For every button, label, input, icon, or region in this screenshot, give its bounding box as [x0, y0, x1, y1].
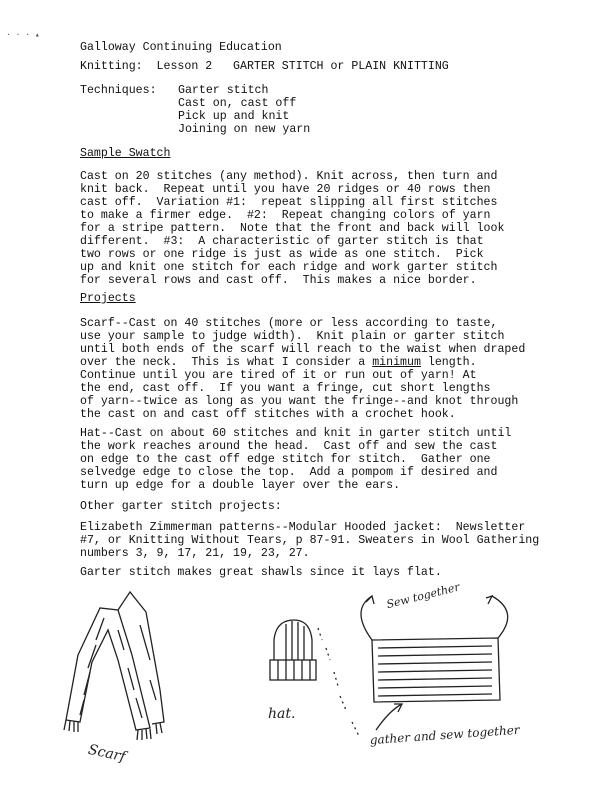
swatch-line: different. #3: A characteristic of garter stitch is that: [80, 235, 484, 248]
technique-item: Pick up and knit: [178, 110, 290, 123]
swatch-line: to make a firmer edge. #2: Repeat changing colors of yarn: [80, 209, 491, 222]
scarf-sketch: [64, 592, 164, 740]
sample-swatch-heading: Sample Swatch: [80, 147, 171, 160]
technique-item: Cast on, cast off: [178, 97, 297, 110]
sew-label: Sew together: [385, 580, 461, 612]
hat-line: Hat--Cast on about 60 stitches and knit in garter stitch until: [80, 427, 512, 440]
scarf-line: of yarn--twice as long as you want the fringe--and knot through: [80, 395, 519, 408]
swatch-line: cast off. Variation #1: repeat slipping all first stitches: [80, 196, 498, 209]
scarf-line-text: over the neck. This is what I consider a: [80, 356, 373, 369]
swatch-line: for several rows and cast off. This makes a nice border.: [80, 274, 477, 287]
other-heading: Other garter stitch projects:: [80, 500, 282, 513]
swatch-line: two rows or one ridge is just as wide as one stitch. Pick: [80, 248, 484, 261]
techniques-label: Techniques:: [80, 84, 157, 97]
projects-heading: Projects: [80, 292, 136, 305]
minimum-emphasis: minimum: [372, 356, 421, 369]
lesson-title: Knitting: Lesson 2 GARTER STITCH or PLAIN KNITTING: [80, 60, 449, 73]
org-title: Galloway Continuing Education: [80, 41, 282, 54]
hat-label: hat.: [268, 706, 296, 722]
scarf-line: until both ends of the scarf will reach to the waist when draped: [80, 343, 526, 356]
shawls-line: Garter stitch makes great shawls since it lays flat.: [80, 566, 442, 579]
swatch-line: Cast on 20 stitches (any method). Knit across, then turn and: [80, 170, 498, 183]
swatch-line: knit back. Repeat until you have 20 ridges or 40 rows then: [80, 183, 491, 196]
scarf-line: the cast on and cast off stitches with a crochet hook.: [80, 408, 456, 421]
technique-item: Garter stitch: [178, 84, 269, 97]
scarf-line: Scarf--Cast on 40 stitches (more or less according to taste,: [80, 317, 498, 330]
hat-line: turn up edge for a double layer over the ears.: [80, 479, 401, 492]
other-line: numbers 3, 9, 17, 21, 19, 23, 27.: [80, 547, 310, 560]
other-line: #7, or Knitting Without Tears, p 87-91. Sweaters in Wool Gathering: [80, 534, 540, 547]
gather-label: gather and sew together: [369, 722, 520, 748]
other-line: Elizabeth Zimmerman patterns--Modular Hooded jacket: Newsletter: [80, 521, 526, 534]
scan-marks: · · · ▴: [6, 30, 40, 39]
hat-line: on edge to the cast off edge stitch for stitch. Gather one: [80, 453, 491, 466]
scarf-line-text: length.: [420, 356, 477, 369]
fabric-sketch: [361, 596, 508, 730]
scarf-line: the end, cast off. If you want a fringe, cut short lengths: [80, 382, 491, 395]
technique-item: Joining on new yarn: [178, 123, 311, 136]
scarf-line: Continue until you are tired of it or run out of yarn! At: [80, 369, 477, 382]
hat-line: the work reaches around the head. Cast off and sew the cast: [80, 440, 498, 453]
scarf-line: use your sample to judge width). Knit plain or garter stitch: [80, 330, 505, 343]
swatch-line: for a stripe pattern. Note that the front and back will look: [80, 222, 505, 235]
hat-line: selvedge edge to close the top. Add a pompom if desired and: [80, 466, 498, 479]
swatch-line: up and knit one stitch for each ridge and work garter stitch: [80, 261, 498, 274]
scarf-label: Scarf: [86, 741, 127, 766]
